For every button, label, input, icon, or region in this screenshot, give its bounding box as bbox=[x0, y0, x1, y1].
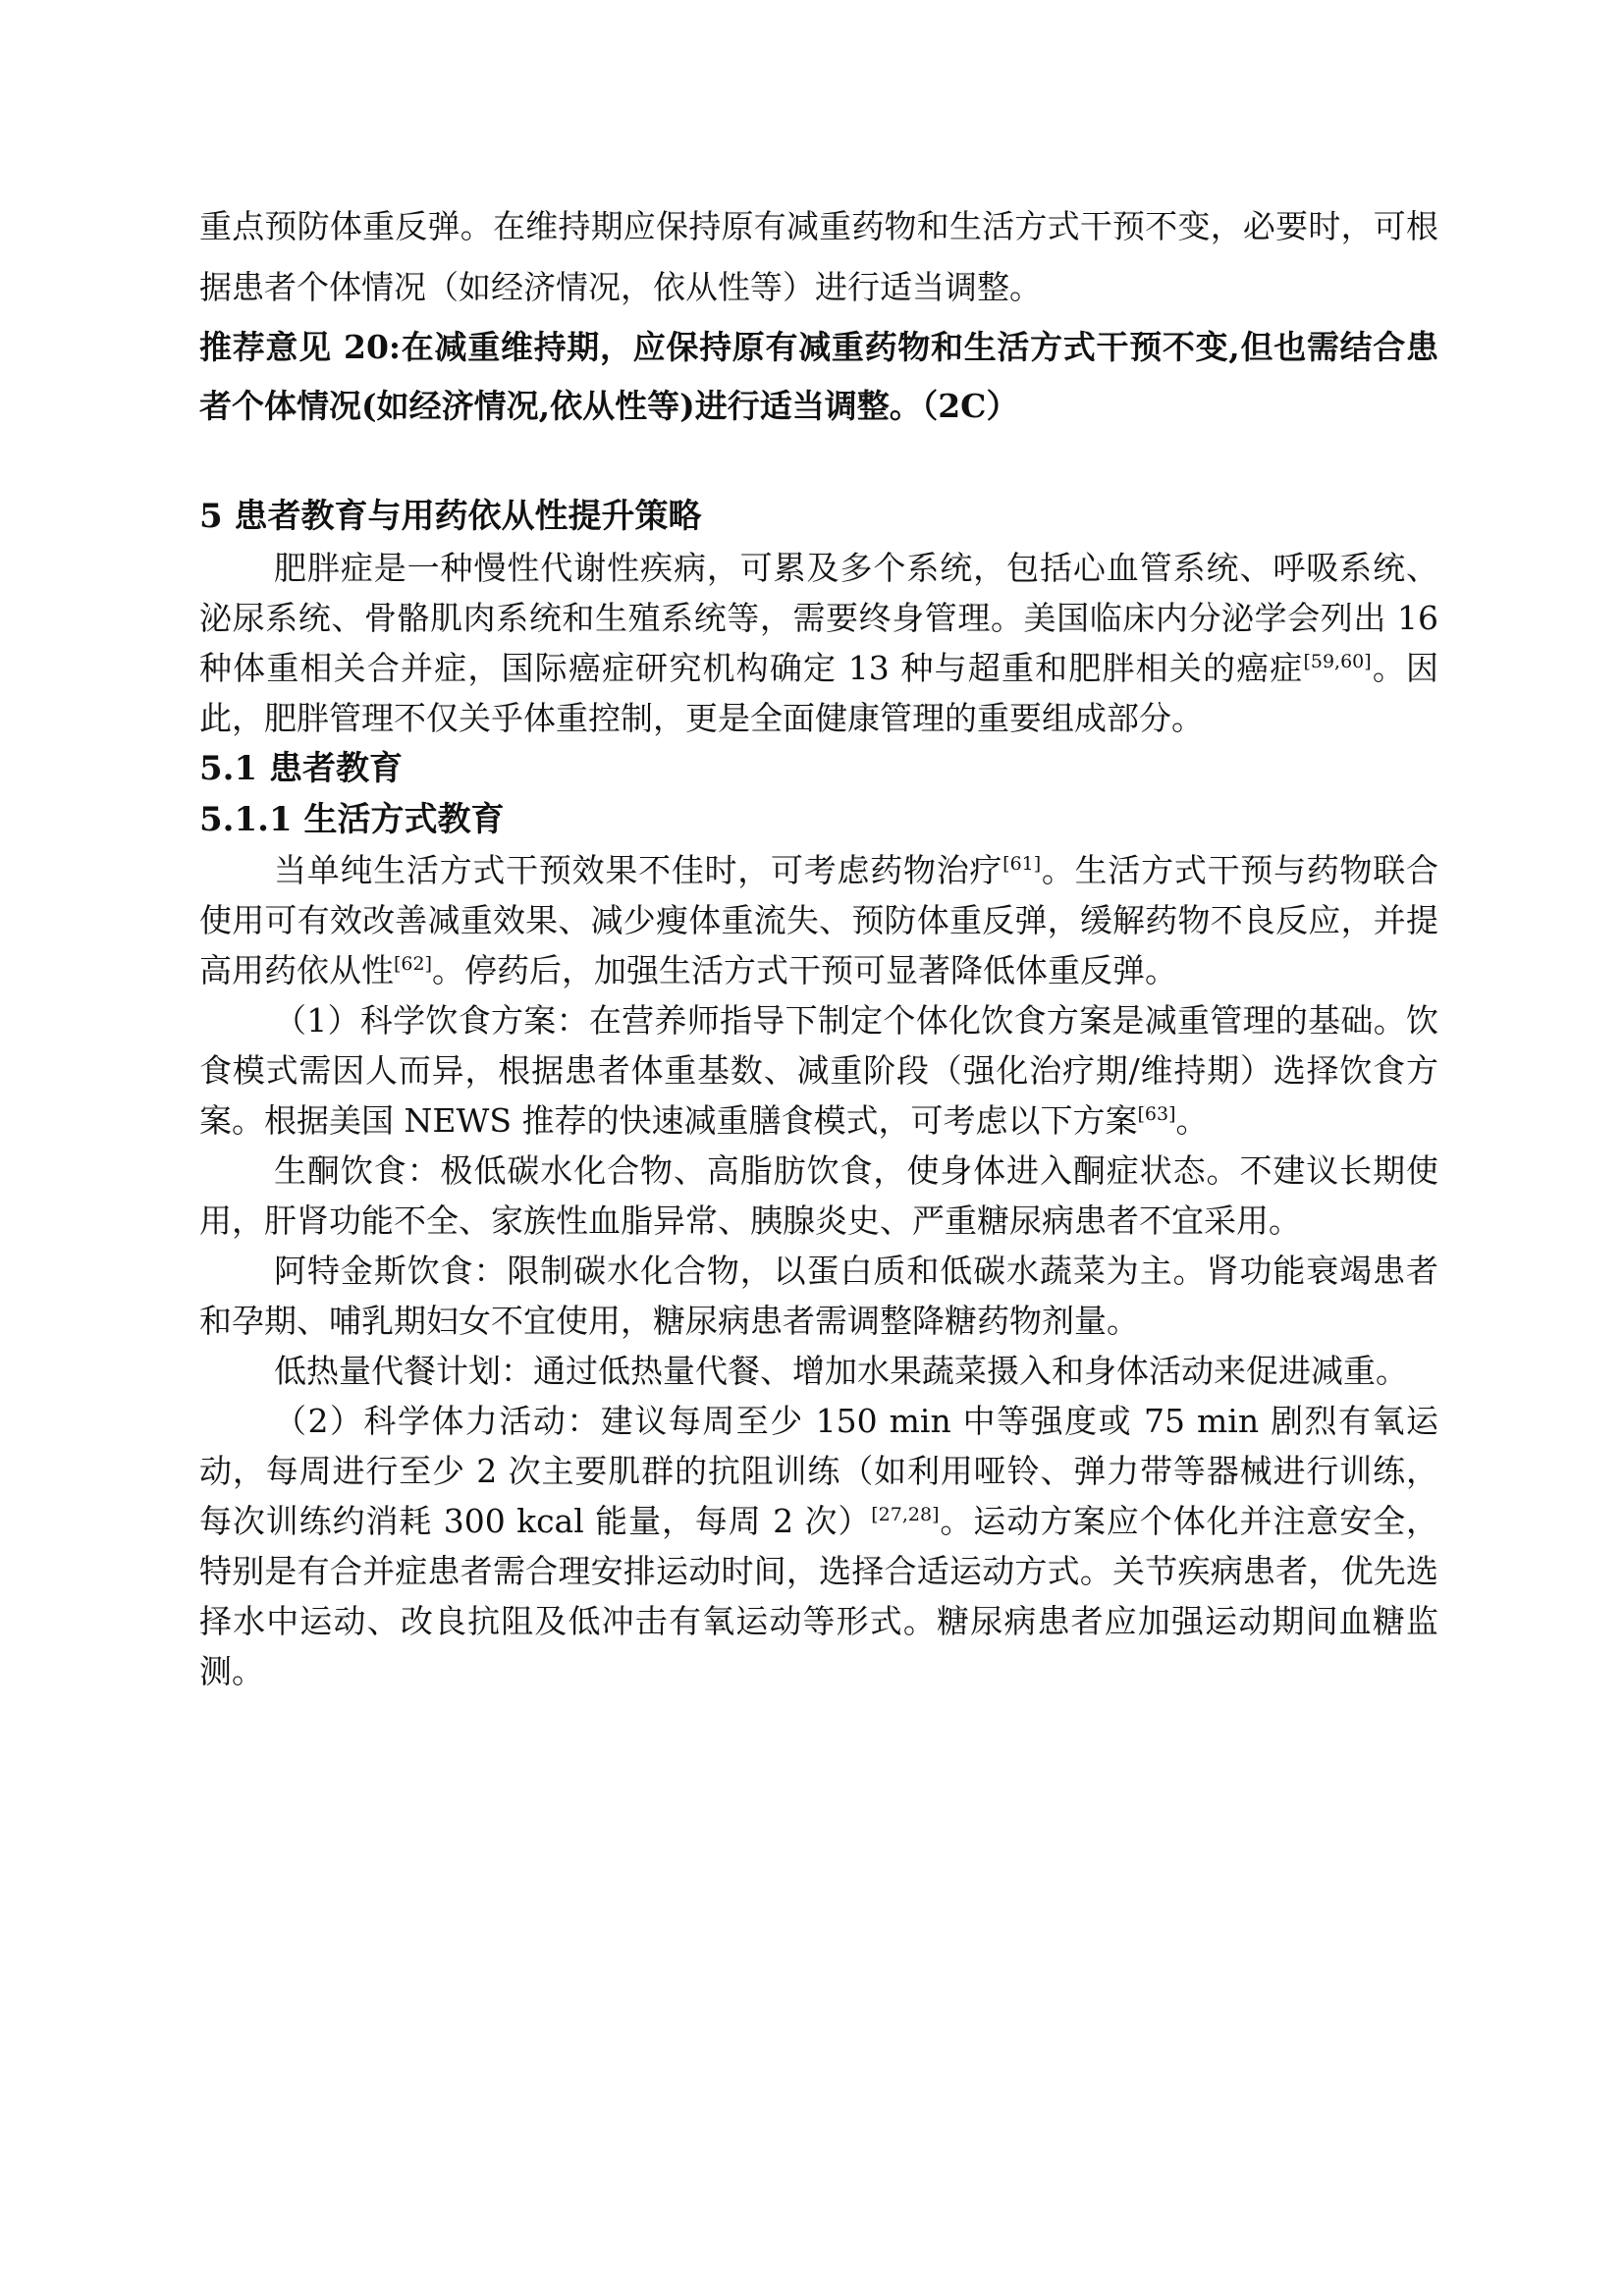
section-5-1-1-heading: 5.1.1 生活方式教育 bbox=[199, 800, 505, 839]
lifestyle-text-b: 。生活方式干预与药物联合使用可有效改善减重效果、减少瘦体重流失、预防体重反弹，缓解药物不良反应，并提高用药依从性 bbox=[199, 851, 1439, 989]
intro-paragraph: 重点预防体重反弹。在维持期应保持原有减重药物和生活方式干预不变，必要时，可根据患者个体情况（如经济情况，依从性等）进行适当调整。 bbox=[199, 207, 1438, 306]
recommendation-20: 推荐意见 20:在减重维持期，应保持原有减重药物和生活方式干预不变,但也需结合患者个体情况(如经济情况,依从性等)进行适当调整。（2C） bbox=[199, 328, 1438, 425]
citation-63: [63] bbox=[1137, 1103, 1176, 1125]
lifestyle-text-c: 。停药后，加强生活方式干预可显著降低体重反弹。 bbox=[432, 951, 1178, 989]
physical-activity-paragraph bbox=[199, 1396, 1438, 1696]
diet-plan-paragraph bbox=[199, 995, 1438, 1146]
diet-plan-text-a: （1）科学饮食方案：在营养师指导下制定个体化饮食方案是减重管理的基础。饮食模式需因人而异，根据患者体重基数、减重阶段（强化治疗期/维持期）选择饮食方案。根据美国 NEWS 推荐的快速减重膳食模式，可考虑以下方案 bbox=[199, 1001, 1438, 1140]
section-5-1-heading: 5.1 患者教育 bbox=[199, 749, 403, 788]
lifestyle-paragraph bbox=[199, 845, 1438, 995]
lifestyle-text-a: 当单纯生活方式干预效果不佳时，可考虑药物治疗 bbox=[274, 851, 1003, 889]
meal-replacement-paragraph: 低热量代餐计划：通过低热量代餐、增加水果蔬菜摄入和身体活动来促进减重。 bbox=[274, 1352, 1408, 1390]
ketogenic-diet-paragraph: 生酮饮食：极低碳水化合物、高脂肪饮食，使身体进入酮症状态。不建议长期使用，肝肾功能不全、家族性血脂异常、胰腺炎史、严重糖尿病患者不宜采用。 bbox=[199, 1151, 1438, 1240]
citation-27-28: [27,28] bbox=[871, 1504, 940, 1525]
citation-59-60: [59,60] bbox=[1303, 651, 1372, 672]
diet-plan-text-b: 。 bbox=[1175, 1101, 1209, 1140]
document-page bbox=[199, 196, 1438, 1696]
section-5-heading: 5 患者教育与用药依从性提升策略 bbox=[199, 497, 702, 536]
citation-62: [62] bbox=[394, 953, 433, 975]
section-5-text-b: 。因此，肥胖管理不仅关乎体重控制，更是全面健康管理的重要组成部分。 bbox=[199, 649, 1438, 737]
section-5-text-a: 肥胖症是一种慢性代谢性疾病，可累及多个系统，包括心血管系统、呼吸系统、泌尿系统、骨骼肌肉系统和生殖系统等，需要终身管理。美国临床内分泌学会列出 16 种体重相关合并症，国际癌症研究机构确定 13 种与超重和肥胖相关的癌症 bbox=[199, 549, 1438, 687]
atkins-diet-paragraph: 阿特金斯饮食：限制碳水化合物，以蛋白质和低碳水蔬菜为主。肾功能衰竭患者和孕期、哺乳期妇女不宜使用，糖尿病患者需调整降糖药物剂量。 bbox=[199, 1252, 1438, 1340]
section-5-paragraph bbox=[199, 543, 1438, 743]
citation-61: [61] bbox=[1002, 853, 1042, 875]
physical-activity-text-a: （2）科学体力活动：建议每周至少 150 min 中等强度或 75 min 剧烈有氧运动，每周进行至少 2 次主要肌群的抗阻训练（如利用哑铃、弹力带等器械进行训练，每次训练约消耗 300 kcal 能量，每周 2 次） bbox=[199, 1402, 1438, 1540]
physical-activity-text-b: 。运动方案应个体化并注意安全，特别是有合并症患者需合理安排运动时间，选择合适运动方式。关节疾病患者，优先选择水中运动、改良抗阻及低冲击有氧运动等形式。糖尿病患者应加强运动期间血糖监测。 bbox=[199, 1502, 1439, 1690]
